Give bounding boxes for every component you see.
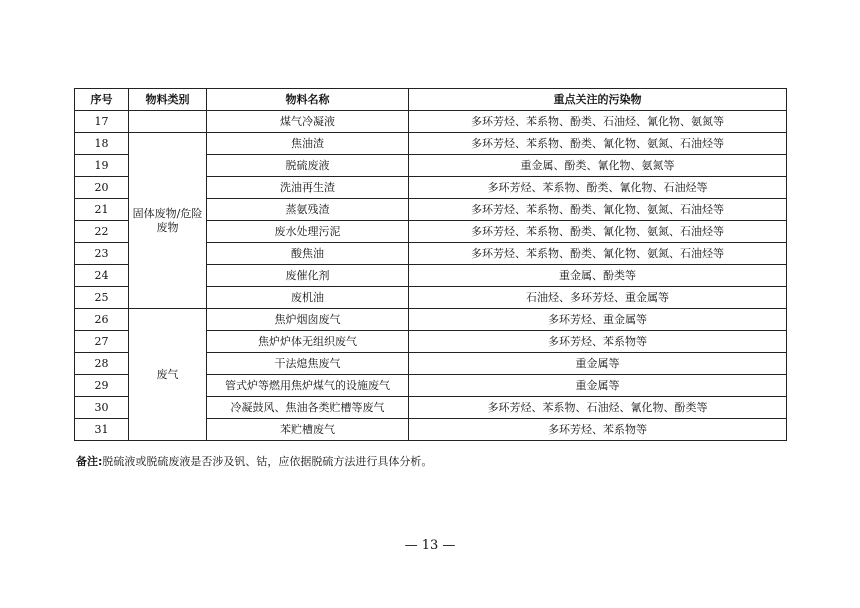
key-pollutants: 重金属等 <box>409 353 787 375</box>
row-number: 19 <box>75 155 129 177</box>
material-category: 固体废物/危险废物 <box>129 133 207 309</box>
material-name: 冷凝鼓风、焦油各类贮槽等废气 <box>207 397 409 419</box>
key-pollutants: 多环芳烃、苯系物、酚类、氰化物、氨氮、石油烃等 <box>409 221 787 243</box>
key-pollutants: 多环芳烃、苯系物、酚类、氰化物、石油烃等 <box>409 177 787 199</box>
table-body <box>75 111 787 441</box>
row-number: 30 <box>75 397 129 419</box>
key-pollutants: 石油烃、多环芳烃、重金属等 <box>409 287 787 309</box>
row-number: 22 <box>75 221 129 243</box>
material-name: 苯贮槽废气 <box>207 419 409 441</box>
material-name: 焦炉烟囱废气 <box>207 309 409 331</box>
material-name: 废催化剂 <box>207 265 409 287</box>
header-material-name: 物料名称 <box>207 89 409 111</box>
row-number: 31 <box>75 419 129 441</box>
header-number: 序号 <box>75 89 129 111</box>
pollutant-table <box>74 88 787 441</box>
key-pollutants: 多环芳烃、苯系物等 <box>409 331 787 353</box>
row-number: 27 <box>75 331 129 353</box>
row-number: 21 <box>75 199 129 221</box>
key-pollutants: 重金属等 <box>409 375 787 397</box>
row-number: 28 <box>75 353 129 375</box>
material-name: 废水处理污泥 <box>207 221 409 243</box>
row-number: 20 <box>75 177 129 199</box>
row-number: 17 <box>75 111 129 133</box>
key-pollutants: 多环芳烃、苯系物、酚类、氰化物、氨氮、石油烃等 <box>409 133 787 155</box>
table-row <box>75 111 787 133</box>
material-name: 脱硫废液 <box>207 155 409 177</box>
header-category: 物料类别 <box>129 89 207 111</box>
page-number: — 13 — <box>404 538 456 553</box>
material-category: 废气 <box>129 309 207 441</box>
material-name: 管式炉等燃用焦炉煤气的设施废气 <box>207 375 409 397</box>
header-pollutants: 重点关注的污染物 <box>409 89 787 111</box>
material-name: 干法熄焦废气 <box>207 353 409 375</box>
key-pollutants: 多环芳烃、苯系物、酚类、石油烃、氰化物、氨氮等 <box>409 111 787 133</box>
material-name: 酸焦油 <box>207 243 409 265</box>
material-name: 焦炉炉体无组织废气 <box>207 331 409 353</box>
material-name: 蒸氨残渣 <box>207 199 409 221</box>
row-number: 25 <box>75 287 129 309</box>
row-number: 23 <box>75 243 129 265</box>
footnote-label: 备注: <box>76 455 103 468</box>
key-pollutants: 多环芳烃、苯系物、酚类、氰化物、氨氮、石油烃等 <box>409 243 787 265</box>
footnote <box>76 453 432 469</box>
key-pollutants: 多环芳烃、苯系物、石油烃、氰化物、酚类等 <box>409 397 787 419</box>
table-row <box>75 309 787 331</box>
row-number: 24 <box>75 265 129 287</box>
material-name: 煤气冷凝液 <box>207 111 409 133</box>
table-row <box>75 133 787 155</box>
material-name: 废机油 <box>207 287 409 309</box>
key-pollutants: 多环芳烃、苯系物等 <box>409 419 787 441</box>
key-pollutants: 多环芳烃、重金属等 <box>409 309 787 331</box>
row-number: 26 <box>75 309 129 331</box>
material-name: 焦油渣 <box>207 133 409 155</box>
key-pollutants: 重金属、酚类、氰化物、氨氮等 <box>409 155 787 177</box>
table-header-row <box>75 89 787 111</box>
material-name: 洗油再生渣 <box>207 177 409 199</box>
key-pollutants: 多环芳烃、苯系物、酚类、氰化物、氨氮、石油烃等 <box>409 199 787 221</box>
key-pollutants: 重金属、酚类等 <box>409 265 787 287</box>
row-number: 29 <box>75 375 129 397</box>
material-category <box>129 111 207 133</box>
row-number: 18 <box>75 133 129 155</box>
footnote-text: 脱硫液或脱硫废液是否涉及钒、钴，应依据脱硫方法进行具体分析。 <box>102 455 433 468</box>
